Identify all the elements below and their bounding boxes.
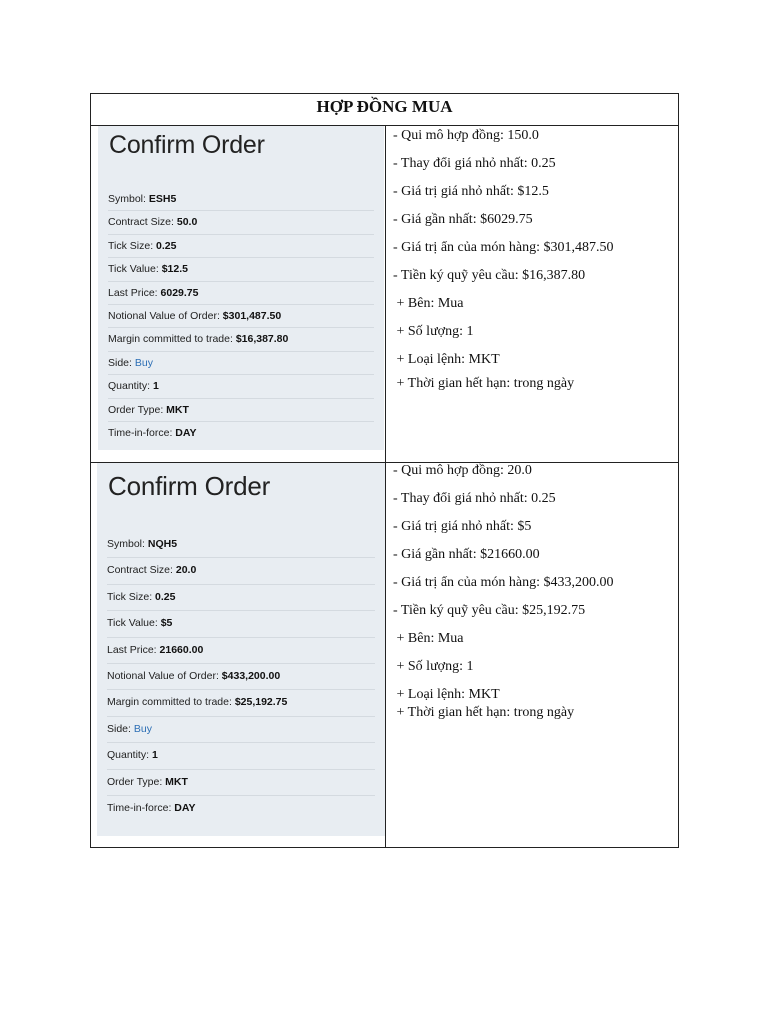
field-last-price: Last Price: 6029.75 <box>108 282 374 305</box>
note-line: - Giá gần nhất: $21660.00 <box>393 547 540 562</box>
field-tick-value: Tick Value: $5 <box>107 611 375 637</box>
note-line: - Qui mô hợp đồng: 20.0 <box>393 463 532 478</box>
order-row-2 <box>91 463 678 848</box>
note-line: - Giá gần nhất: $6029.75 <box>393 212 533 227</box>
field-time-in-force: Time-in-force: DAY <box>108 427 197 439</box>
field-symbol: Symbol: NQH5 <box>107 532 375 558</box>
field-notional-value: Notional Value of Order: $433,200.00 <box>107 664 375 690</box>
field-side: Side: Buy <box>108 352 374 375</box>
field-last-price: Last Price: 21660.00 <box>107 638 375 664</box>
note-line: + Loại lệnh: MKT <box>393 687 500 702</box>
note-line: + Bên: Mua <box>393 296 464 311</box>
note-line: + Bên: Mua <box>393 631 464 646</box>
field-quantity: Quantity: 1 <box>107 743 375 769</box>
contract-table <box>90 93 679 848</box>
field-tick-size: Tick Size: 0.25 <box>107 585 375 611</box>
field-notional-value: Notional Value of Order: $301,487.50 <box>108 305 374 328</box>
note-line: + Số lượng: 1 <box>393 324 474 339</box>
field-order-type: Order Type: MKT <box>108 399 374 422</box>
note-line: - Giá trị giá nhỏ nhất: $12.5 <box>393 184 549 199</box>
field-tick-value: Tick Value: $12.5 <box>108 258 374 281</box>
field-contract-size: Contract Size: 50.0 <box>108 211 374 234</box>
column-divider <box>385 126 386 462</box>
note-line: - Tiền ký quỹ yêu cầu: $16,387.80 <box>393 268 586 283</box>
field-symbol: Symbol: ESH5 <box>108 188 374 211</box>
note-line: - Thay đổi giá nhỏ nhất: 0.25 <box>393 156 556 171</box>
confirm-order-screenshot-2 <box>97 463 385 836</box>
field-side: Side: Buy <box>107 717 375 743</box>
column-divider <box>385 463 386 848</box>
side-buy-link[interactable]: Buy <box>134 356 153 369</box>
note-line: - Tiền ký quỹ yêu cầu: $25,192.75 <box>393 603 586 618</box>
note-line: - Giá trị ẩn của món hàng: $301,487.50 <box>393 240 614 255</box>
confirm-order-title: Confirm Order <box>109 131 265 159</box>
note-line: - Qui mô hợp đồng: 150.0 <box>393 128 539 143</box>
note-line: - Thay đổi giá nhỏ nhất: 0.25 <box>393 491 556 506</box>
note-line: + Thời gian hết hạn: trong ngày <box>393 376 575 391</box>
field-contract-size: Contract Size: 20.0 <box>107 558 375 584</box>
cell-marker <box>91 125 97 126</box>
field-quantity: Quantity: 1 <box>108 375 374 398</box>
confirm-order-title: Confirm Order <box>108 471 271 501</box>
order-row-1 <box>91 126 678 463</box>
field-margin: Margin committed to trade: $16,387.80 <box>108 328 374 351</box>
note-line: + Số lượng: 1 <box>393 659 474 674</box>
document-title: HỢP ĐỒNG MUA <box>91 94 678 126</box>
side-buy-link[interactable]: Buy <box>133 722 152 735</box>
note-line: + Thời gian hết hạn: trong ngày <box>393 705 575 720</box>
confirm-order-screenshot-1 <box>98 126 384 450</box>
note-line: + Loại lệnh: MKT <box>393 352 500 367</box>
note-line: - Giá trị giá nhỏ nhất: $5 <box>393 519 532 534</box>
field-tick-size: Tick Size: 0.25 <box>108 235 374 258</box>
field-time-in-force: Time-in-force: DAY <box>107 802 196 814</box>
note-line: - Giá trị ẩn của món hàng: $433,200.00 <box>393 575 614 590</box>
field-margin: Margin committed to trade: $25,192.75 <box>107 690 375 716</box>
field-order-type: Order Type: MKT <box>107 770 375 796</box>
